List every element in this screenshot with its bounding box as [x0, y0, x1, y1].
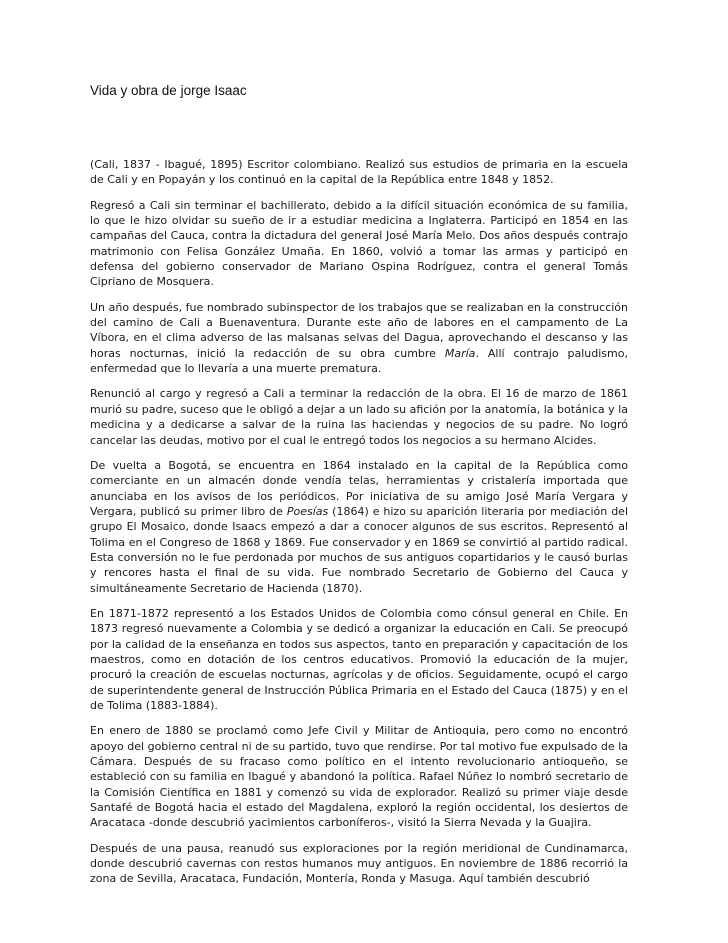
- paragraph-5: [90, 458, 628, 596]
- paragraph-6: [90, 606, 628, 713]
- paragraph-text: En enero de 1880 se proclamó como Jefe Civil y Militar de Antioquia, pero como no encontró apoyo del gobierno central ni de su partido, tuvo que rendirse. Por tal motivo fue expulsado de la Cámara. Después de su fracaso como político en el intento revolucionario antioqueño, se estableció con su familia en Ibagué y abandonó la política. Rafael Núñez lo nombró secretario de la Comisión Científica en 1881 y comenzó su vida de explorador. Realizó su primer viaje desde Santafé de Bogotá hacia el estado del Magdalena, exploró la región occidental, los desiertos de Aracataca -donde descubrió yacimientos carboníferos-, visitó la Sierra Nevada y la Guajira.: [90, 724, 628, 830]
- paragraph-7: [90, 723, 628, 830]
- paragraph-text: Regresó a Cali sin terminar el bachillerato, debido a la difícil situación económica de su familia, lo que le hizo olvidar su sueño de ir a estudiar medicina a Inglaterra. Participó en 1854 en las campañas del Cauca, contra la dictadura del general José María Melo. Dos años después contrajo matrimonio con Felisa González Umaña. En 1860, volvió a tomar las armas y participó en defensa del gobierno conservador de Mariano Ospina Rodríguez, contra el general Tomás Cipriano de Mosquera.: [90, 198, 628, 289]
- paragraph-text: Un año después, fue nombrado subinspector de los trabajos que se realizaban en la construcción del camino de Cali a Buenaventura. Durante este año de labores en el campamento de La Víbora, en el clima adverso de las malsanas selvas del Dagua, aprovechando el descanso y las horas nocturnas, inició la redacción de su obra cumbre: [90, 300, 628, 360]
- paragraph-1: [90, 157, 628, 188]
- paragraph-3: [90, 300, 628, 377]
- paragraph-text: (Cali, 1837 - Ibagué, 1895) Escritor colombiano. Realizó sus estudios de primaria en la escuela de Cali y en Popayán y los continuó en la capital de la República entre 1848 y 1852.: [90, 158, 628, 187]
- paragraph-2: [90, 198, 628, 290]
- document-title: Vida y obra de jorge Isaac: [90, 83, 247, 98]
- book-title-poesias: Poesías: [286, 504, 329, 518]
- paragraph-text: En 1871-1872 representó a los Estados Unidos de Colombia como cónsul general en Chile. En 1873 regresó nuevamente a Colombia y se dedicó a organizar la educación en Cali. Se preocupó por la calidad de la enseñanza en todos sus aspectos, tanto en preparación y capacitación de los maestros, como en dotación de los centros educativos. Promovió la educación de la mujer, procuró la creación de escuelas nocturnas, agrícolas y de oficios. Seguidamente, ocupó el cargo de superintendente general de Instrucción Pública Primaria en el Estado del Cauca (1875) y en el de Tolima (1883-1884).: [90, 606, 628, 712]
- paragraph-8: [90, 841, 628, 887]
- paragraph-text: De vuelta a Bogotá, se encuentra en 1864 instalado en la capital de la República como comerciante en un almacén donde vendía telas, herramientas y cristalería importada que anunciaba en los avisos de los periódicos. Por iniciativa de su amigo José María Vergara y Vergara, publicó su primer libro de: [90, 458, 628, 518]
- paragraph-text: (1864) e hizo su aparición literaria por mediación del grupo El Mosaico, donde Isaacs empezó a dar a conocer algunos de sus escritos. Representó al Tolima en el Congreso de 1868 y 1869. Fue conservador y en 1869 se convirtió al partido radical. Esta conversión no le fue perdonada por muchos de sus antiguos copartidarios y le causó burlas y rencores hasta el final de su vida. Fue nombrado Secretario de Gobierno del Cauca y simultáneamente Secretario de Hacienda (1870).: [90, 504, 628, 595]
- paragraph-4: [90, 386, 628, 447]
- paragraph-text: . Allí contrajo paludismo, enfermedad que lo llevaría a una muerte prematura.: [90, 346, 628, 376]
- paragraph-text: Renunció al cargo y regresó a Cali a terminar la redacción de la obra. El 16 de marzo de 1861 murió su padre, suceso que le obligó a dejar a un lado su afición por la anatomía, la botánica y la medicina y a dedicarse a salvar de la ruina las haciendas y negocios de su padre. No logró cancelar las deudas, motivo por el cual le entregó todos los negocios a su hermano Alcides.: [90, 387, 628, 447]
- book-title-maria: María: [444, 346, 476, 360]
- paragraph-text: Después de una pausa, reanudó sus exploraciones por la región meridional de Cundinamarca, donde descubrió cavernas con restos humanos muy antiguos. En noviembre de 1886 recorrió la zona de Sevilla, Aracataca, Fundación, Montería, Ronda y Masuga. Aquí también descubrió: [90, 841, 628, 886]
- document-body: [90, 157, 628, 897]
